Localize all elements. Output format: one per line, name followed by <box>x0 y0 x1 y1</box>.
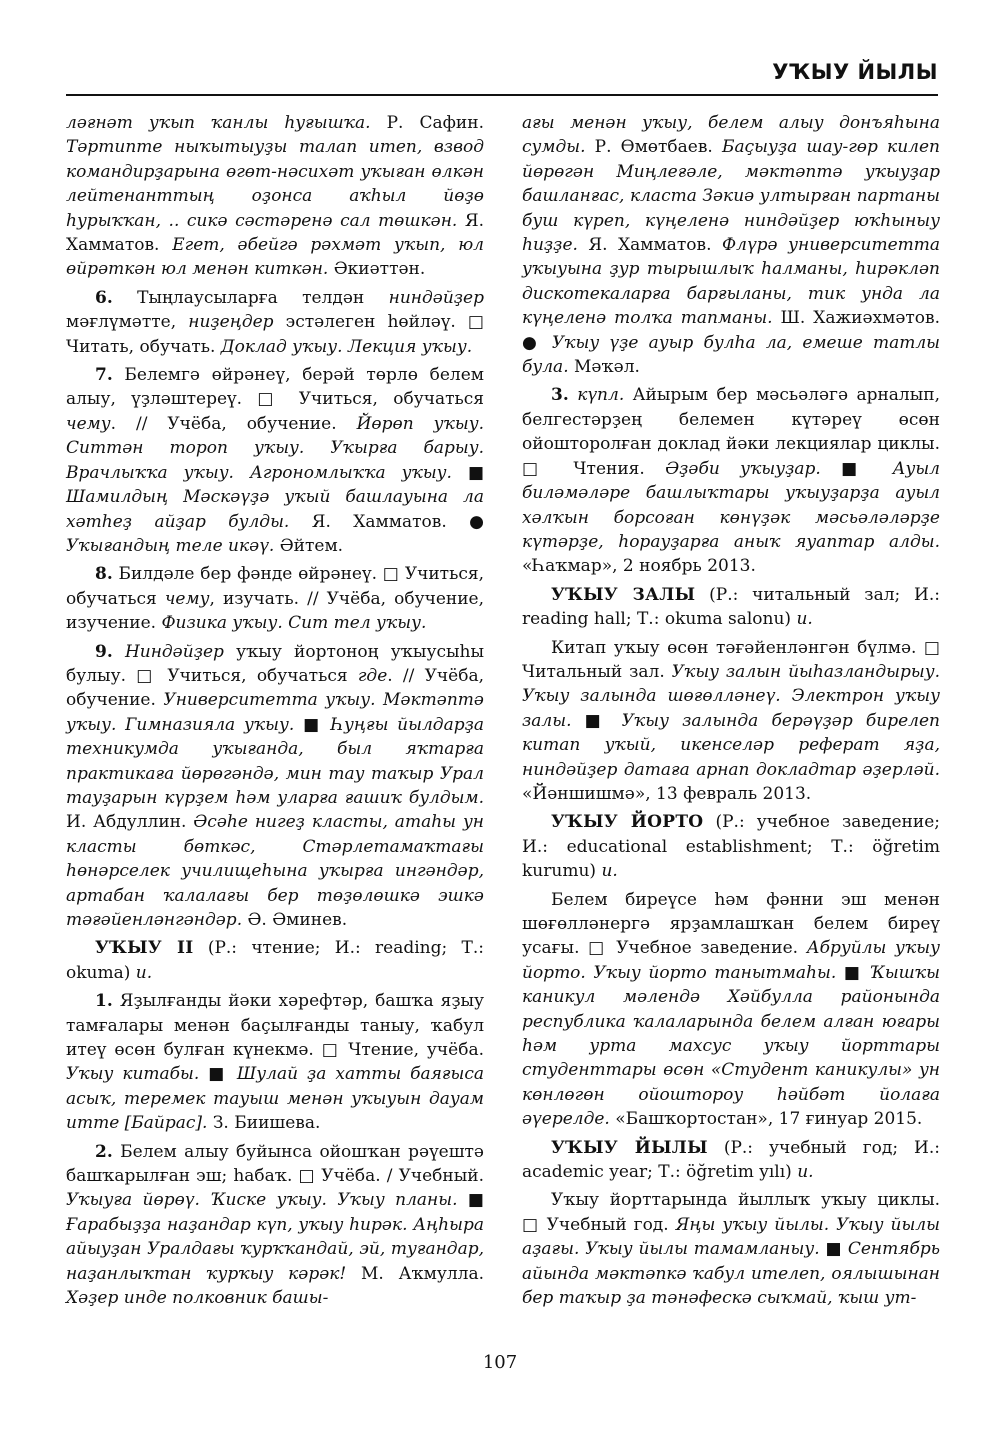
running-head: УҠЫУ ЙЫЛЫ <box>772 60 938 84</box>
right_column-paragraph: УҠЫУ ЙОРТО (Р.: учебное заведение; И.: educational establishment; Т.: öğretim kurumu) и. <box>522 812 941 882</box>
right_column-paragraph: УҠЫУ ЗАЛЫ (Р.: читальный зал; И.: reading hall; Т.: okuma salonu) и. <box>522 584 940 630</box>
left_column-paragraph: 8. Билдәле бер фәнде өйрәнеү. □ Учиться, обучаться чему, изучать. // Учёба, обучение, изучение. Физика уҡыу. Сит тел уҡыу. <box>66 564 485 634</box>
left_column-paragraph: ләғнәт уҡып ҡанлы һуғышҡа. Р. Сафин. Тәртипте ныҡытыуҙы талап итеп, взвод командирҙарына өгөт-нәсихәт уҡыған өлкән лейтенанттың оҙонса аҡһыл йөҙө һурыҡҡан, .. сикә сәстәренә сал төшкән. Я. Хамматов. Егет, әбейгә рәхмәт уҡып, юл өйрәткән юл менән киткән. Әкиәттән. <box>66 113 484 280</box>
left-column <box>66 111 484 1311</box>
right_column-paragraph: УҠЫУ ЙЫЛЫ (Р.: учебный год; И.: academic year; Т.: öğretim yılı) и. <box>522 1137 940 1183</box>
page-number: 107 <box>482 1352 518 1373</box>
header-rule <box>66 94 938 96</box>
left_column-paragraph: УҠЫУ II (Р.: чтение; И.: reading; Т.: okuma) и. <box>66 938 484 983</box>
left_column-paragraph: 9. Ниндәйҙер уҡыу йортонoң уҡыусыһы булыу. □ Учиться, обучаться где. // Учёба, обучение. Университетта уҡыу. Мәктәптә уҡыу. Гимназияла уҡыу. ■ Һуңғы йылдарҙа техникумда уҡығанда, был яҡтарға практикаға йөрөгәндә, мин тау таҡыр Урал тауҙарын күрҙем һәм уларға ғашиҡ булдым. И. Абдуллин. Әсәһе нигеҙ класты, атаһы ун класты бөткәс, Стәрлетамаҡтағы һөнәрселек училищеһына уҡырға ингәндәр, артабан ҡалалағы бер төҙөлөшкә эшкә тәғәйенләнгәндәр. Ә. Әминев. <box>66 641 485 930</box>
left_column-paragraph: 2. Белем алыу буйынса ойошҡан рәүештә башҡарылған эш; һабаҡ. □ Учёба. / Учебный. Уҡыуға йөрөү. Ҡиске уҡыу. Уҡыу планы. ■ Ғарабыҙҙа наҙандар күп, уҡыу һирәк. Аңһыра айыуҙан Уралдағы ҡурҡҡандай, эй, туғандар, наҙанлыҡтан ҡурҡыу кәрәк! М. Аҡмулла. Хәҙер инде полковник башы- <box>66 1141 484 1309</box>
right_column-paragraph: 3. күпл. Айырым бер мәсьәләгә арналып, белгестәрҙең белемен күтәреү өсөн ойоштоpолған доклад йәки лекциялар циклы. □ Чтения. Әҙәби уҡыуҙар. ■ Ауыл биләмәләре башлыҡтары уҡыуҙарҙа ауыл хәлҡын борсоған көнүҙәк мәсьәләләрҙе күтәрҙе, һорауҙарға аныҡ яуаптар алды. «Һаҡмар», 2 ноябрь 2013. <box>522 385 940 577</box>
right_column-paragraph: Белем биреүсе һәм фәнни эш менән шөғөлләнергә ярҙамлашҡан белем биреү усағы. □ Учебное заведение. Абруйлы уҡыу йорто. Уҡыу йорто танытмаһы. ■ Ҡышҡы каникул мәлендә Хәйбулла районында республика ҡалаларында белем алған юғары һәм урта махсус уҡыу йорттары студенттары өсөн «Студент каникулы» ун көнлөгөн ойоштороу һәйбәт йолаға әүерелде. «Башҡортостан», 17 ғинуар 2015. <box>522 889 941 1130</box>
right-column <box>522 111 940 1311</box>
left_column-paragraph: 6. Тыңлаусыларға телдән ниндәйҙер мәғлүмәтте, ниҙеңдер эстәлеген һөйләү. □ Читать, обучать. Доклад уҡыу. Лекция уҡыу. <box>66 287 484 357</box>
right_column-paragraph: Уҡыу йорттарында йыллыҡ уҡыу циклы. □ Учебный год. Яңы уҡыу йылы. Уҡыу йылы аҙағы. Уҡыу йылы тамамланыу. ■ Сентябрь айында мәктәпкә ҡабул ителеп, оялышынан бер таҡыр ҙа тәнәфескә сыҡмай, ҡыш ут- <box>522 1190 940 1309</box>
left_column-paragraph: 7. Белемгә өйрәнеү, берәй төрлө белем алыу, үҙләштереү. □ Учиться, обучаться чему. // Учёба, обучение. Йөрөп уҡыу. Ситтән тороп уҡыу. Уҡырға барыу. Врачлыҡҡа уҡыу. Агрономлыҡҡа уҡыу. ■ Шамилдың Мәскәүҙә уҡый башлауына ла хәтһеҙ айҙар булды. Я. Хамматов. ● Уҡығандың теле икәү. Әйтем. <box>66 365 485 556</box>
left_column-paragraph: 1. Яҙылғанды йәки хәрефтәр, башҡа яҙыу тамғалары менән баҫылғанды таныу, ҡабул итеү өсөн булған күнекмә. □ Чтение, учёба. Уҡыу китабы. ■ Шулай ҙа хатты баяғыса асыҡ, теремек тауыш менән уҡыуын дауам итте [Байрас]. З. Биишева. <box>66 991 484 1134</box>
right_column-paragraph: Китап уҡыу өсөн тәғәйенләнгән бүлмә. □ Читальный зал. Уҡыу залын йыһазландырыу. Уҡыу залында шөғөлләнеү. Электрон уҡыу залы. ■ Уҡыу залында берәүҙәр бирелеп китап уҡый, икенселәр реферат яҙа, ниндәйҙер датаға арнап докладтар әҙерләй. «Йәншишмә», 13 февраль 2013. <box>522 637 940 804</box>
right_column-paragraph: ағы менән уҡыу, белем алыу донъяһына сумды. Р. Өмөтбаев. Баҫыуҙа шау-гөр килеп йөрөгән Миңлеғәле, мәктәптә уҡыуҙар башланғас, класта Зәкиә ултырған партаны буш күреп, күңеленә ниндәйҙер юҡһыныу һиҙҙе. Я. Хамматов. Флүрә университетта уҡыуына ҙур тырышлыҡ һалманы, һирәкләп дискотекаларға барғыланы, тик унда ла күңеленә толҡа тапманы. Ш. Хажиәхмәтов. ● Уҡыу үҙе ауыр булһа ла, емеше татлы була. Мәҡәл. <box>522 113 941 378</box>
